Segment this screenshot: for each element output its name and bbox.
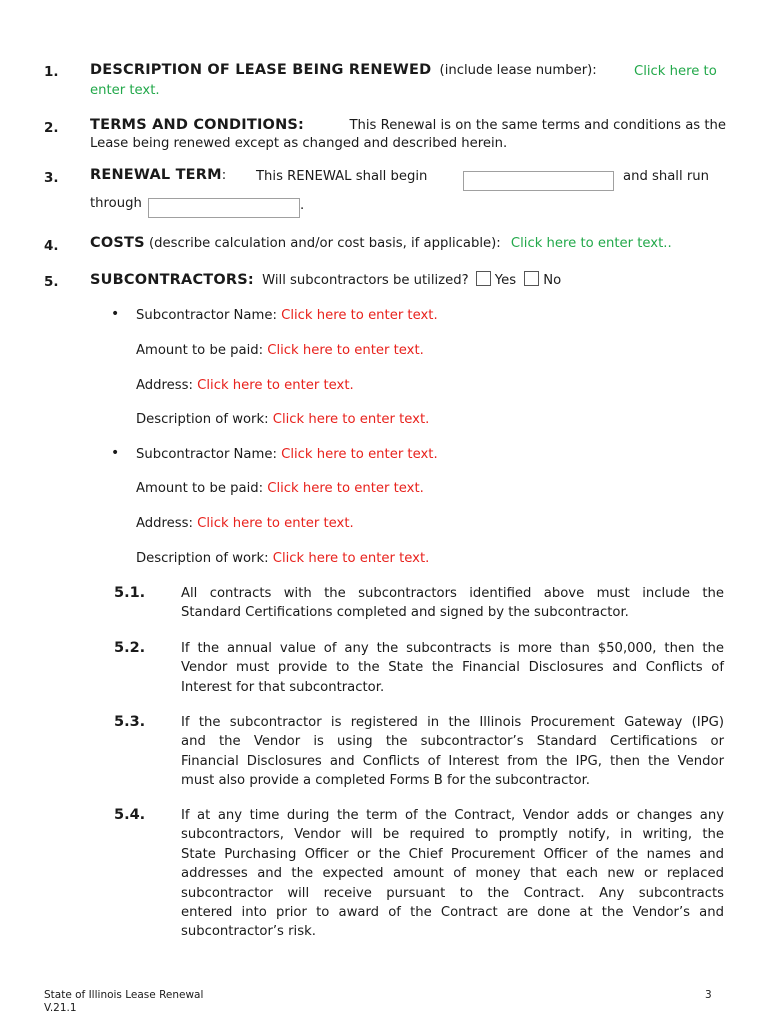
subsection-5-4-number: 5.4. <box>114 807 146 823</box>
subsection-text-line: Standard Certifications completed and signed by the subcontractor. <box>181 605 629 621</box>
lease-description-placeholder-part-2[interactable]: enter text. <box>90 83 160 98</box>
yes-checkbox[interactable] <box>476 271 491 286</box>
subsection-5-1-text <box>181 584 724 623</box>
section-4-number: 4. <box>44 238 59 254</box>
section-4-note: (describe calculation and/or cost basis, if applicable): <box>148 236 501 251</box>
section-1-line <box>90 62 726 78</box>
section-3-text-begin: This RENEWAL shall begin <box>256 169 428 184</box>
subcontractor-2-address-row <box>136 516 354 531</box>
subcontractor-2-address-field[interactable]: Click here to enter text. <box>197 516 354 531</box>
subsection-text-line: If the subcontractor is registered in the Illinois Procurement Gateway (IPG) <box>181 715 724 730</box>
no-checkbox[interactable] <box>524 271 539 286</box>
section-3-number: 3. <box>44 170 59 186</box>
section-1-heading: DESCRIPTION OF LEASE BEING RENEWED <box>90 62 432 78</box>
section-3-period: . <box>300 198 305 213</box>
subsection-text-line: subcontractor will receive pursuant to the Contract. Any subcontracts <box>181 885 724 901</box>
subcontractor-2-name-row <box>136 447 438 462</box>
section-4-line <box>90 235 672 251</box>
section-2-text-line-1: This Renewal is on the same terms and conditions as the <box>349 118 726 133</box>
section-5-number: 5. <box>44 274 59 290</box>
section-3-colon: : <box>221 168 227 183</box>
section-1-number: 1. <box>44 64 59 80</box>
section-4-heading: COSTS <box>90 235 145 251</box>
address-label: Address: <box>136 378 193 393</box>
subsection-text-line: All contracts with the subcontractors identified above must include the <box>181 586 724 601</box>
section-2-heading: TERMS AND CONDITIONS: <box>90 117 305 133</box>
subsection-text-line: and the Vendor is using the subcontractor’s Standard Certifications or <box>181 734 724 750</box>
subsection-text-line: Interest for that subcontractor. <box>181 679 385 695</box>
subcontractor-question: Will subcontractors be utilized? <box>262 273 469 288</box>
subsection-text-line: subcontractor’s risk. <box>181 924 316 940</box>
section-5-heading: SUBCONTRACTORS: <box>90 272 254 288</box>
bullet-1: • <box>111 306 120 322</box>
section-2-line <box>90 117 726 133</box>
subcontractor-1-name-field[interactable]: Click here to enter text. <box>281 308 438 323</box>
subsection-5-3-number: 5.3. <box>114 714 146 730</box>
subsection-text-line: subcontractors, Vendor will be required to promptly notify, in writing, the <box>181 827 724 843</box>
section-3-text-through: through <box>90 196 142 211</box>
subsection-5-2-number: 5.2. <box>114 640 146 656</box>
subsection-5-4-text <box>181 806 724 942</box>
subcontractor-1-address-row <box>136 378 354 393</box>
work-label: Description of work: <box>136 551 269 566</box>
section-3-heading: RENEWAL TERM <box>90 167 222 183</box>
no-label: No <box>543 273 562 288</box>
subcontractor-1-name-row <box>136 308 438 323</box>
amount-label: Amount to be paid: <box>136 481 264 496</box>
subsection-text-line: Vendor must provide to the State the Financial Disclosures and Conflicts of <box>181 660 724 676</box>
section-5-line <box>90 271 561 288</box>
subcontractor-2-name-field[interactable]: Click here to enter text. <box>281 447 438 462</box>
yes-label: Yes <box>494 273 517 288</box>
subsection-text-line: State Purchasing Officer or the Chief Procurement Officer of the names and <box>181 846 724 862</box>
footer-title: State of Illinois Lease Renewal <box>44 989 204 1001</box>
subsection-text-line: If the annual value of any the subcontracts is more than $50,000, then the <box>181 641 724 656</box>
section-2-text-line-2: Lease being renewed except as changed and described herein. <box>90 136 508 151</box>
subcontractor-1-amount-field[interactable]: Click here to enter text. <box>267 343 424 358</box>
section-1-note: (include lease number): <box>439 63 597 78</box>
subcontractor-2-amount-row <box>136 481 424 496</box>
subsection-text-line: If at any time during the term of the Contract, Vendor adds or changes any <box>181 808 724 823</box>
renewal-end-date-field[interactable] <box>148 198 300 218</box>
subcontractor-2-work-field[interactable]: Click here to enter text. <box>272 551 430 566</box>
subsection-5-3-text <box>181 713 724 791</box>
subsection-text-line: Financial Disclosures and Conflicts of Interest from the IPG, then the Vendor <box>181 753 724 769</box>
subsection-5-2-text <box>181 639 724 697</box>
subsection-text-line: addresses and the expected amount of money that each new or replaced <box>181 866 724 882</box>
subsection-text-line: entered into prior to award of the Contract are done at the Vendor’s and <box>181 905 724 921</box>
amount-label: Amount to be paid: <box>136 343 264 358</box>
section-3-heading-wrap <box>90 167 226 183</box>
work-label: Description of work: <box>136 412 269 427</box>
subcontractor-1-address-field[interactable]: Click here to enter text. <box>197 378 354 393</box>
subcontractor-1-work-field[interactable]: Click here to enter text. <box>272 412 430 427</box>
section-3-text-run: and shall run <box>623 169 709 184</box>
subcontractor-name-label: Subcontractor Name: <box>136 308 277 323</box>
subcontractor-1-amount-row <box>136 343 424 358</box>
costs-placeholder[interactable]: Click here to enter text.. <box>510 236 672 251</box>
address-label: Address: <box>136 516 193 531</box>
section-2-number: 2. <box>44 120 59 136</box>
subcontractor-name-label: Subcontractor Name: <box>136 447 277 462</box>
lease-description-placeholder-part-1[interactable]: Click here to <box>634 64 717 79</box>
subsection-text-line: must also provide a completed Forms B for the subcontractor. <box>181 773 590 789</box>
footer-version: V.21.1 <box>44 1001 77 1014</box>
subcontractor-2-amount-field[interactable]: Click here to enter text. <box>267 481 424 496</box>
bullet-2: • <box>111 445 120 461</box>
footer-left <box>44 989 203 1014</box>
subcontractor-1-work-row <box>136 412 429 427</box>
subsection-5-1-number: 5.1. <box>114 585 146 601</box>
subcontractor-2-work-row <box>136 551 429 566</box>
page-number: 3 <box>705 989 712 1001</box>
renewal-begin-date-field[interactable] <box>463 171 614 191</box>
